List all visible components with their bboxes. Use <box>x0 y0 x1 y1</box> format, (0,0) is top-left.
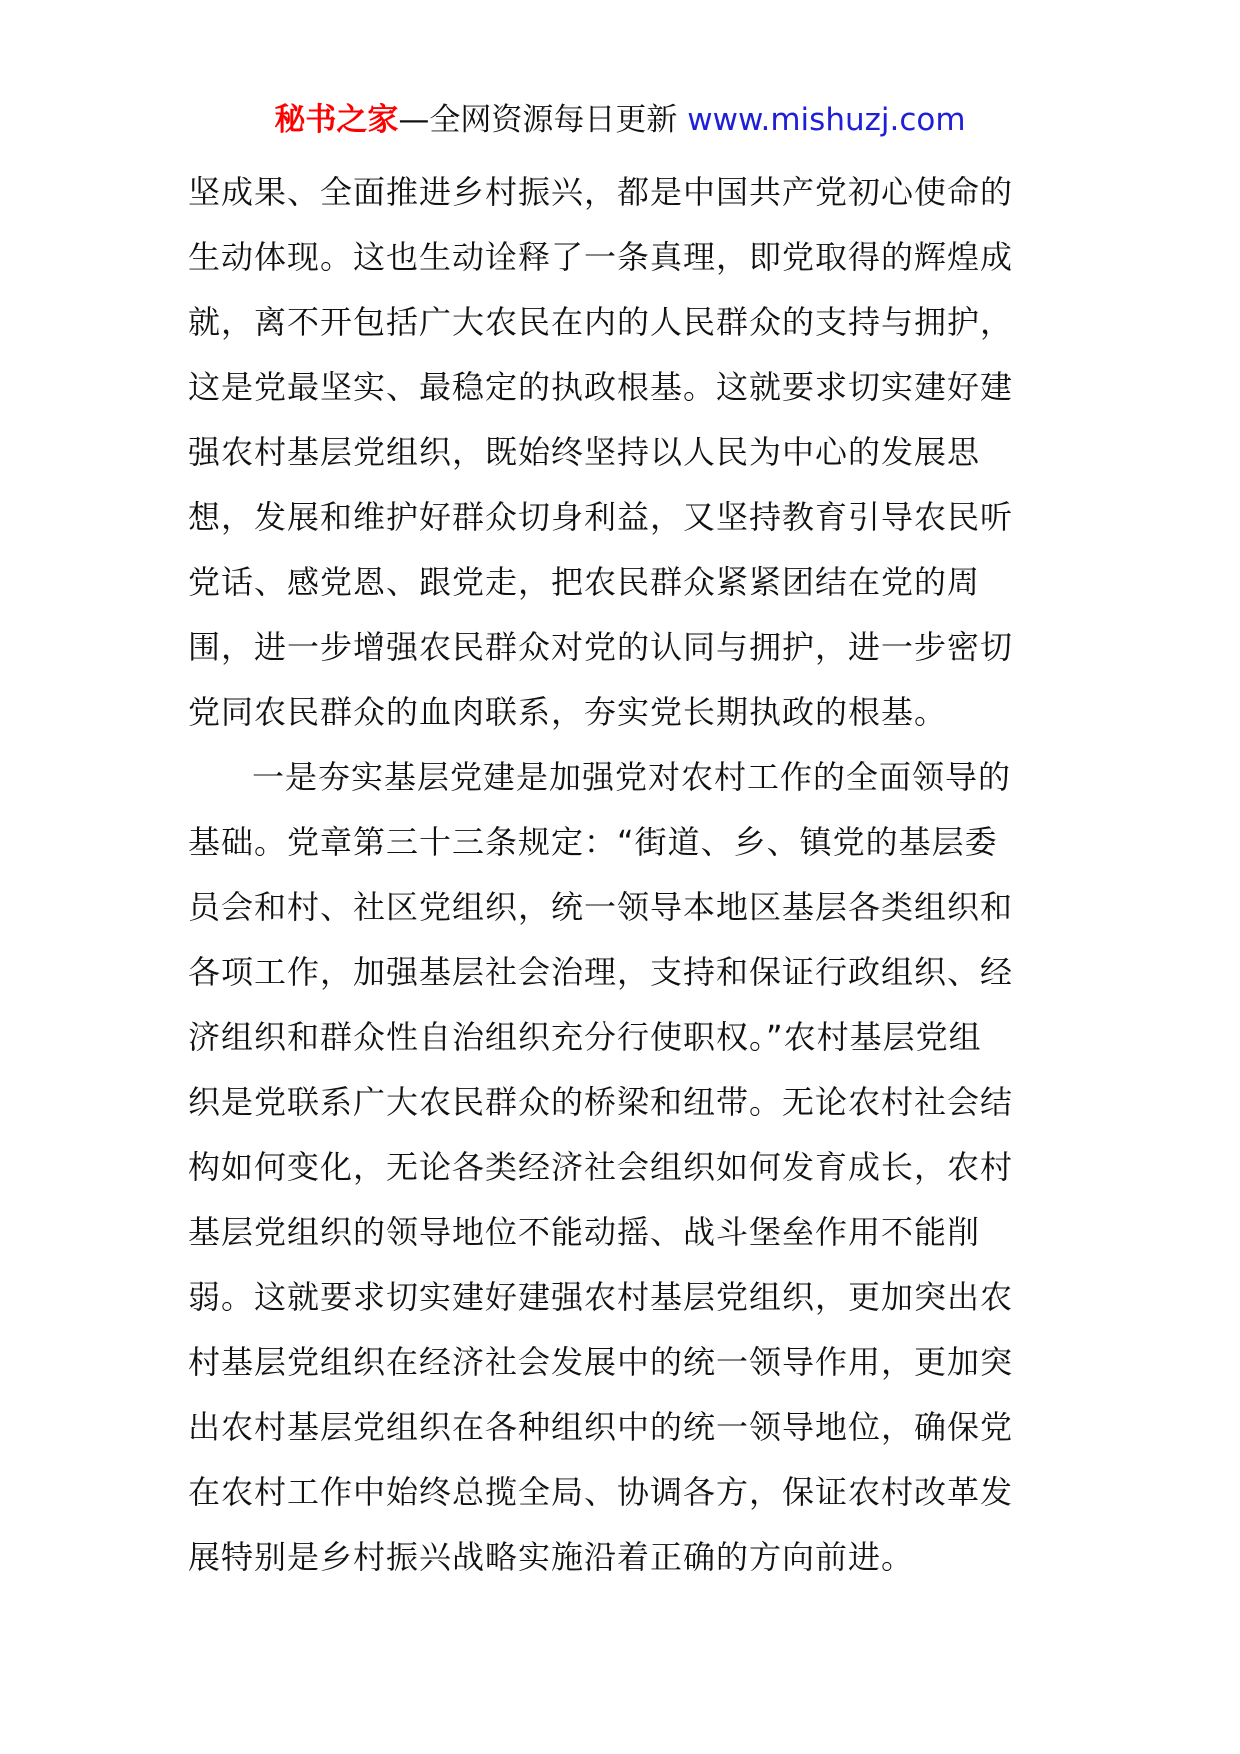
site-tagline: —全网资源每日更新 <box>398 102 678 138</box>
text-line: 构如何变化，无论各类经济社会组织如何发育成长，农村 <box>188 1148 1014 1186</box>
text-line: 在农村工作中始终总揽全局、协调各方，保证农村改革发 <box>188 1473 1014 1511</box>
text-line: 基层党组织的领导地位不能动摇、战斗堡垒作用不能削 <box>188 1213 981 1251</box>
text-line: 围，进一步增强农民群众对党的认同与拥护，进一步密切 <box>188 628 1014 666</box>
text-line: 就，离不开包括广大农民在内的人民群众的支持与拥护， <box>188 303 1014 341</box>
text-line: 想，发展和维护好群众切身利益，又坚持教育引导农民听 <box>188 498 1014 536</box>
text-line: 员会和村、社区党组织，统一领导本地区基层各类组织和 <box>188 888 1014 926</box>
site-url-link[interactable]: www.mishuzj.com <box>687 102 966 138</box>
text-line: 济组织和群众性自治组织充分行使职权。”农村基层党组 <box>188 1018 982 1056</box>
text-line: 展特别是乡村振兴战略实施沿着正确的方向前进。 <box>188 1538 915 1576</box>
text-line: 村基层党组织在经济社会发展中的统一领导作用，更加突 <box>188 1343 1014 1381</box>
text-line: 弱。这就要求切实建好建强农村基层党组织，更加突出农 <box>188 1278 1014 1316</box>
text-line: 各项工作，加强基层社会治理，支持和保证行政组织、经 <box>188 953 1014 991</box>
paragraph-first-line: 一是夯实基层党建是加强党对农村工作的全面领导的 <box>252 758 1012 796</box>
text-line: 这是党最坚实、最稳定的执政根基。这就要求切实建好建 <box>188 368 1014 406</box>
text-line: 党同农民群众的血肉联系，夯实党长期执政的根基。 <box>188 693 948 731</box>
text-line: 坚成果、全面推进乡村振兴，都是中国共产党初心使命的 <box>188 173 1014 211</box>
document-body <box>188 160 1054 1590</box>
site-header <box>0 98 1240 142</box>
text-line: 强农村基层党组织，既始终坚持以人民为中心的发展思 <box>188 433 981 471</box>
text-line: 织是党联系广大农民群众的桥梁和纽带。无论农村社会结 <box>188 1083 1014 1121</box>
text-line: 出农村基层党组织在各种组织中的统一领导地位，确保党 <box>188 1408 1014 1446</box>
site-brand: 秘书之家 <box>274 102 399 138</box>
text-line: 基础。党章第三十三条规定：“街道、乡、镇党的基层委 <box>188 823 998 861</box>
text-line: 党话、感党恩、跟党走，把农民群众紧紧团结在党的周 <box>188 563 981 601</box>
text-line: 生动体现。这也生动诠释了一条真理，即党取得的辉煌成 <box>188 238 1014 276</box>
